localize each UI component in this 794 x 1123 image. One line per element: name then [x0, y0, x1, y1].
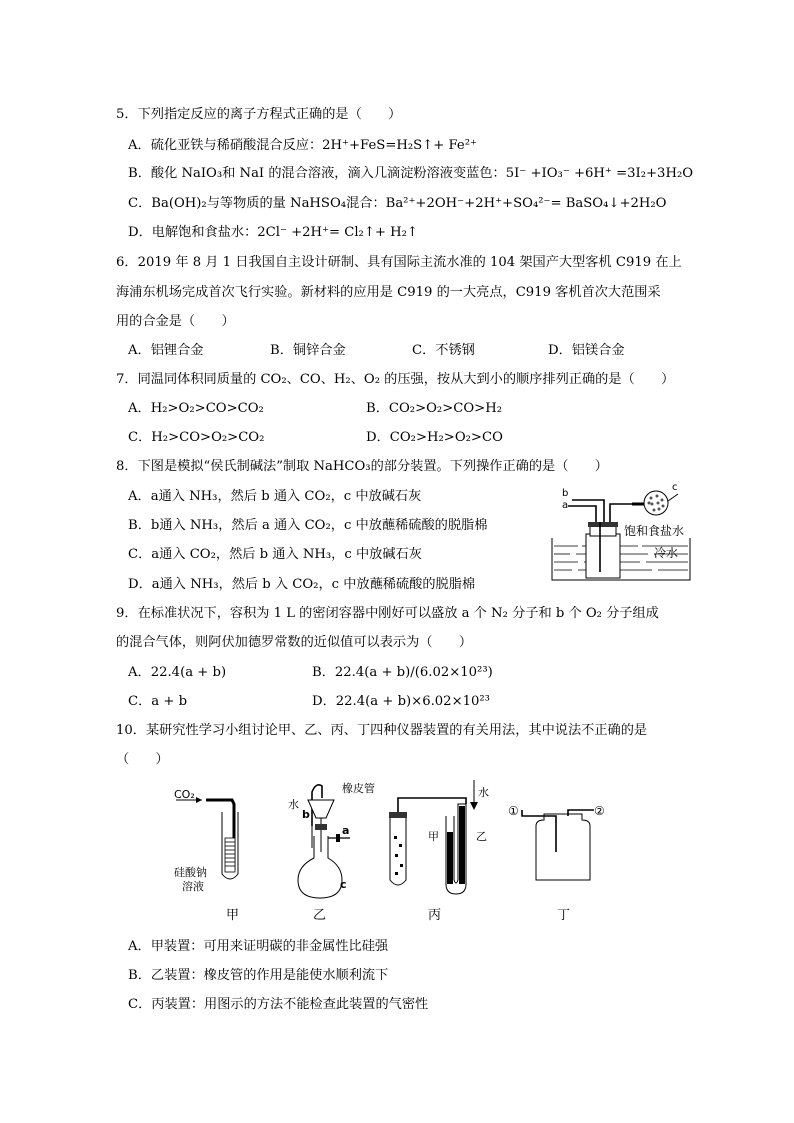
q6-option-d: D．铝镁合金 — [548, 343, 625, 358]
q10-caption-bing: 丙 — [428, 908, 442, 923]
q9-option-a: A．22.4(a + b) — [128, 665, 227, 680]
q10-option-b: B．乙装置：橡皮管的作用是能使水顺利流下 — [128, 968, 389, 983]
q8-option-b: B．b通入 NH₃，然后 a 通入 CO₂，c 中放蘸稀硫酸的脱脂棉 — [128, 518, 488, 533]
q8-option-d: D．a通入 NH₃，然后 b 入 CO₂，c 中放蘸稀硫酸的脱脂棉 — [128, 577, 476, 592]
q10-label-c: c — [340, 878, 347, 891]
q10-option-c: C．丙装置：用图示的方法不能检查此装置的气密性 — [128, 997, 429, 1012]
q10-label-solution: 溶液 — [182, 880, 204, 893]
q7-option-a: A．H₂>O₂>CO>CO₂ — [128, 401, 264, 416]
q10-label-water-yi: 水 — [288, 798, 299, 811]
q5-option-a: A．硫化亚铁与稀硝酸混合反应：2H⁺+FeS=H₂S↑+ Fe²⁺ — [128, 138, 477, 153]
q10-label-b: b — [302, 808, 310, 821]
q6-line3: 用的合金是（ ） — [116, 314, 235, 329]
q6-line2: 海浦东机场完成首次飞行实验。新材料的应用是 C919 的一大亮点，C919 客机首次大范围采 — [116, 285, 661, 300]
q8-option-c: C．a通入 CO₂，然后 b 通入 NH₃，c 中放碱石灰 — [128, 547, 422, 562]
q8-label-brine: 饱和食盐水 — [624, 524, 685, 538]
q10-label-sodium-silicate: 硅酸钠 — [174, 866, 207, 879]
q10-paren: （ ） — [116, 752, 169, 767]
q10-stem: 10．某研究性学习小组讨论甲、乙、丙、丁四种仪器装置的有关用法，其中说法不正确的是 — [116, 723, 648, 738]
q10-caption-jia: 甲 — [226, 908, 240, 923]
q5-option-c: C．Ba(OH)₂与等物质的量 NaHSO₄混合：Ba²⁺+2OH⁻+2H⁺+SO₄²⁻= BaSO₄↓+2H₂O — [128, 196, 667, 211]
q6-line1: 6．2019 年 8 月 1 日我国自主设计研制、具有国际主流水准的 104 架国产大型客机 C919 在上 — [116, 255, 682, 270]
q10-apparatus-drawing — [170, 776, 640, 918]
q7-option-c: C．H₂>CO>O₂>CO₂ — [128, 430, 265, 445]
q7-stem: 7．同温同体积同质量的 CO₂、CO、H₂、O₂ 的压强，按从大到小的顺序排列正确的是（ ） — [116, 372, 675, 387]
q7-option-b: B．CO₂>O₂>CO>H₂ — [366, 401, 503, 416]
q8-label-b: b — [562, 488, 569, 499]
q6-option-b: B．铜锌合金 — [270, 343, 346, 358]
q10-caption-ding: 丁 — [557, 908, 571, 923]
q10-apparatus-figure — [170, 776, 640, 918]
q9-line1: 9．在标准状况下，容积为 1 L 的密闭容器中刚好可以盛放 a 个 N₂ 分子和 b 个 O₂ 分子组成 — [116, 606, 659, 621]
q9-option-d: D．22.4(a + b)×6.02×10²³ — [312, 694, 490, 709]
q8-option-a: A．a通入 NH₃，然后 b 通入 CO₂，c 中放碱石灰 — [128, 489, 422, 504]
q10-label-water-bing: 水 — [478, 786, 489, 799]
q9-option-c: C．a + b — [128, 694, 188, 709]
q10-label-yi-arm: 乙 — [476, 830, 487, 843]
q10-label-port-2: ② — [594, 804, 605, 818]
q5-stem: 5．下列指定反应的离子方程式正确的是（ ） — [116, 107, 402, 122]
q5-option-d: D．电解饱和食盐水：2Cl⁻ +2H⁺= Cl₂↑+ H₂↑ — [128, 225, 418, 240]
q10-label-rubber-tube: 橡皮管 — [342, 782, 375, 795]
q10-label-jia-arm: 甲 — [428, 830, 439, 843]
q7-option-d: D．CO₂>H₂>O₂>CO — [366, 430, 503, 445]
q10-caption-yi: 乙 — [313, 908, 327, 923]
q10-label-a: a — [342, 824, 350, 837]
q8-label-c: c — [672, 482, 678, 493]
q10-label-port-1: ① — [508, 804, 519, 818]
q8-stem: 8．下图是模拟“侯氏制碱法”制取 NaHCO₃的部分装置。下列操作正确的是（ ） — [116, 459, 608, 474]
q9-option-b: B．22.4(a + b)/(6.02×10²³) — [312, 665, 493, 680]
q8-apparatus-figure — [548, 482, 698, 582]
q10-option-a: A．甲装置：可用来证明碳的非金属性比硅强 — [128, 939, 389, 954]
q6-option-a: A．铝锂合金 — [128, 343, 204, 358]
q8-label-cold-water: 冷水 — [654, 546, 679, 560]
q6-option-c: C．不锈钢 — [412, 343, 475, 358]
q5-option-b: B．酸化 NaIO₃和 NaI 的混合溶液，滴入几滴淀粉溶液变蓝色：5I⁻ +IO₃⁻ +6H⁺ =3I₂+3H₂O — [128, 166, 694, 181]
q8-label-a: a — [562, 500, 569, 511]
q9-line2: 的混合气体，则阿伏加德罗常数的近似值可以表示为（ ） — [116, 635, 473, 650]
q10-label-co2: CO₂ — [174, 788, 195, 801]
